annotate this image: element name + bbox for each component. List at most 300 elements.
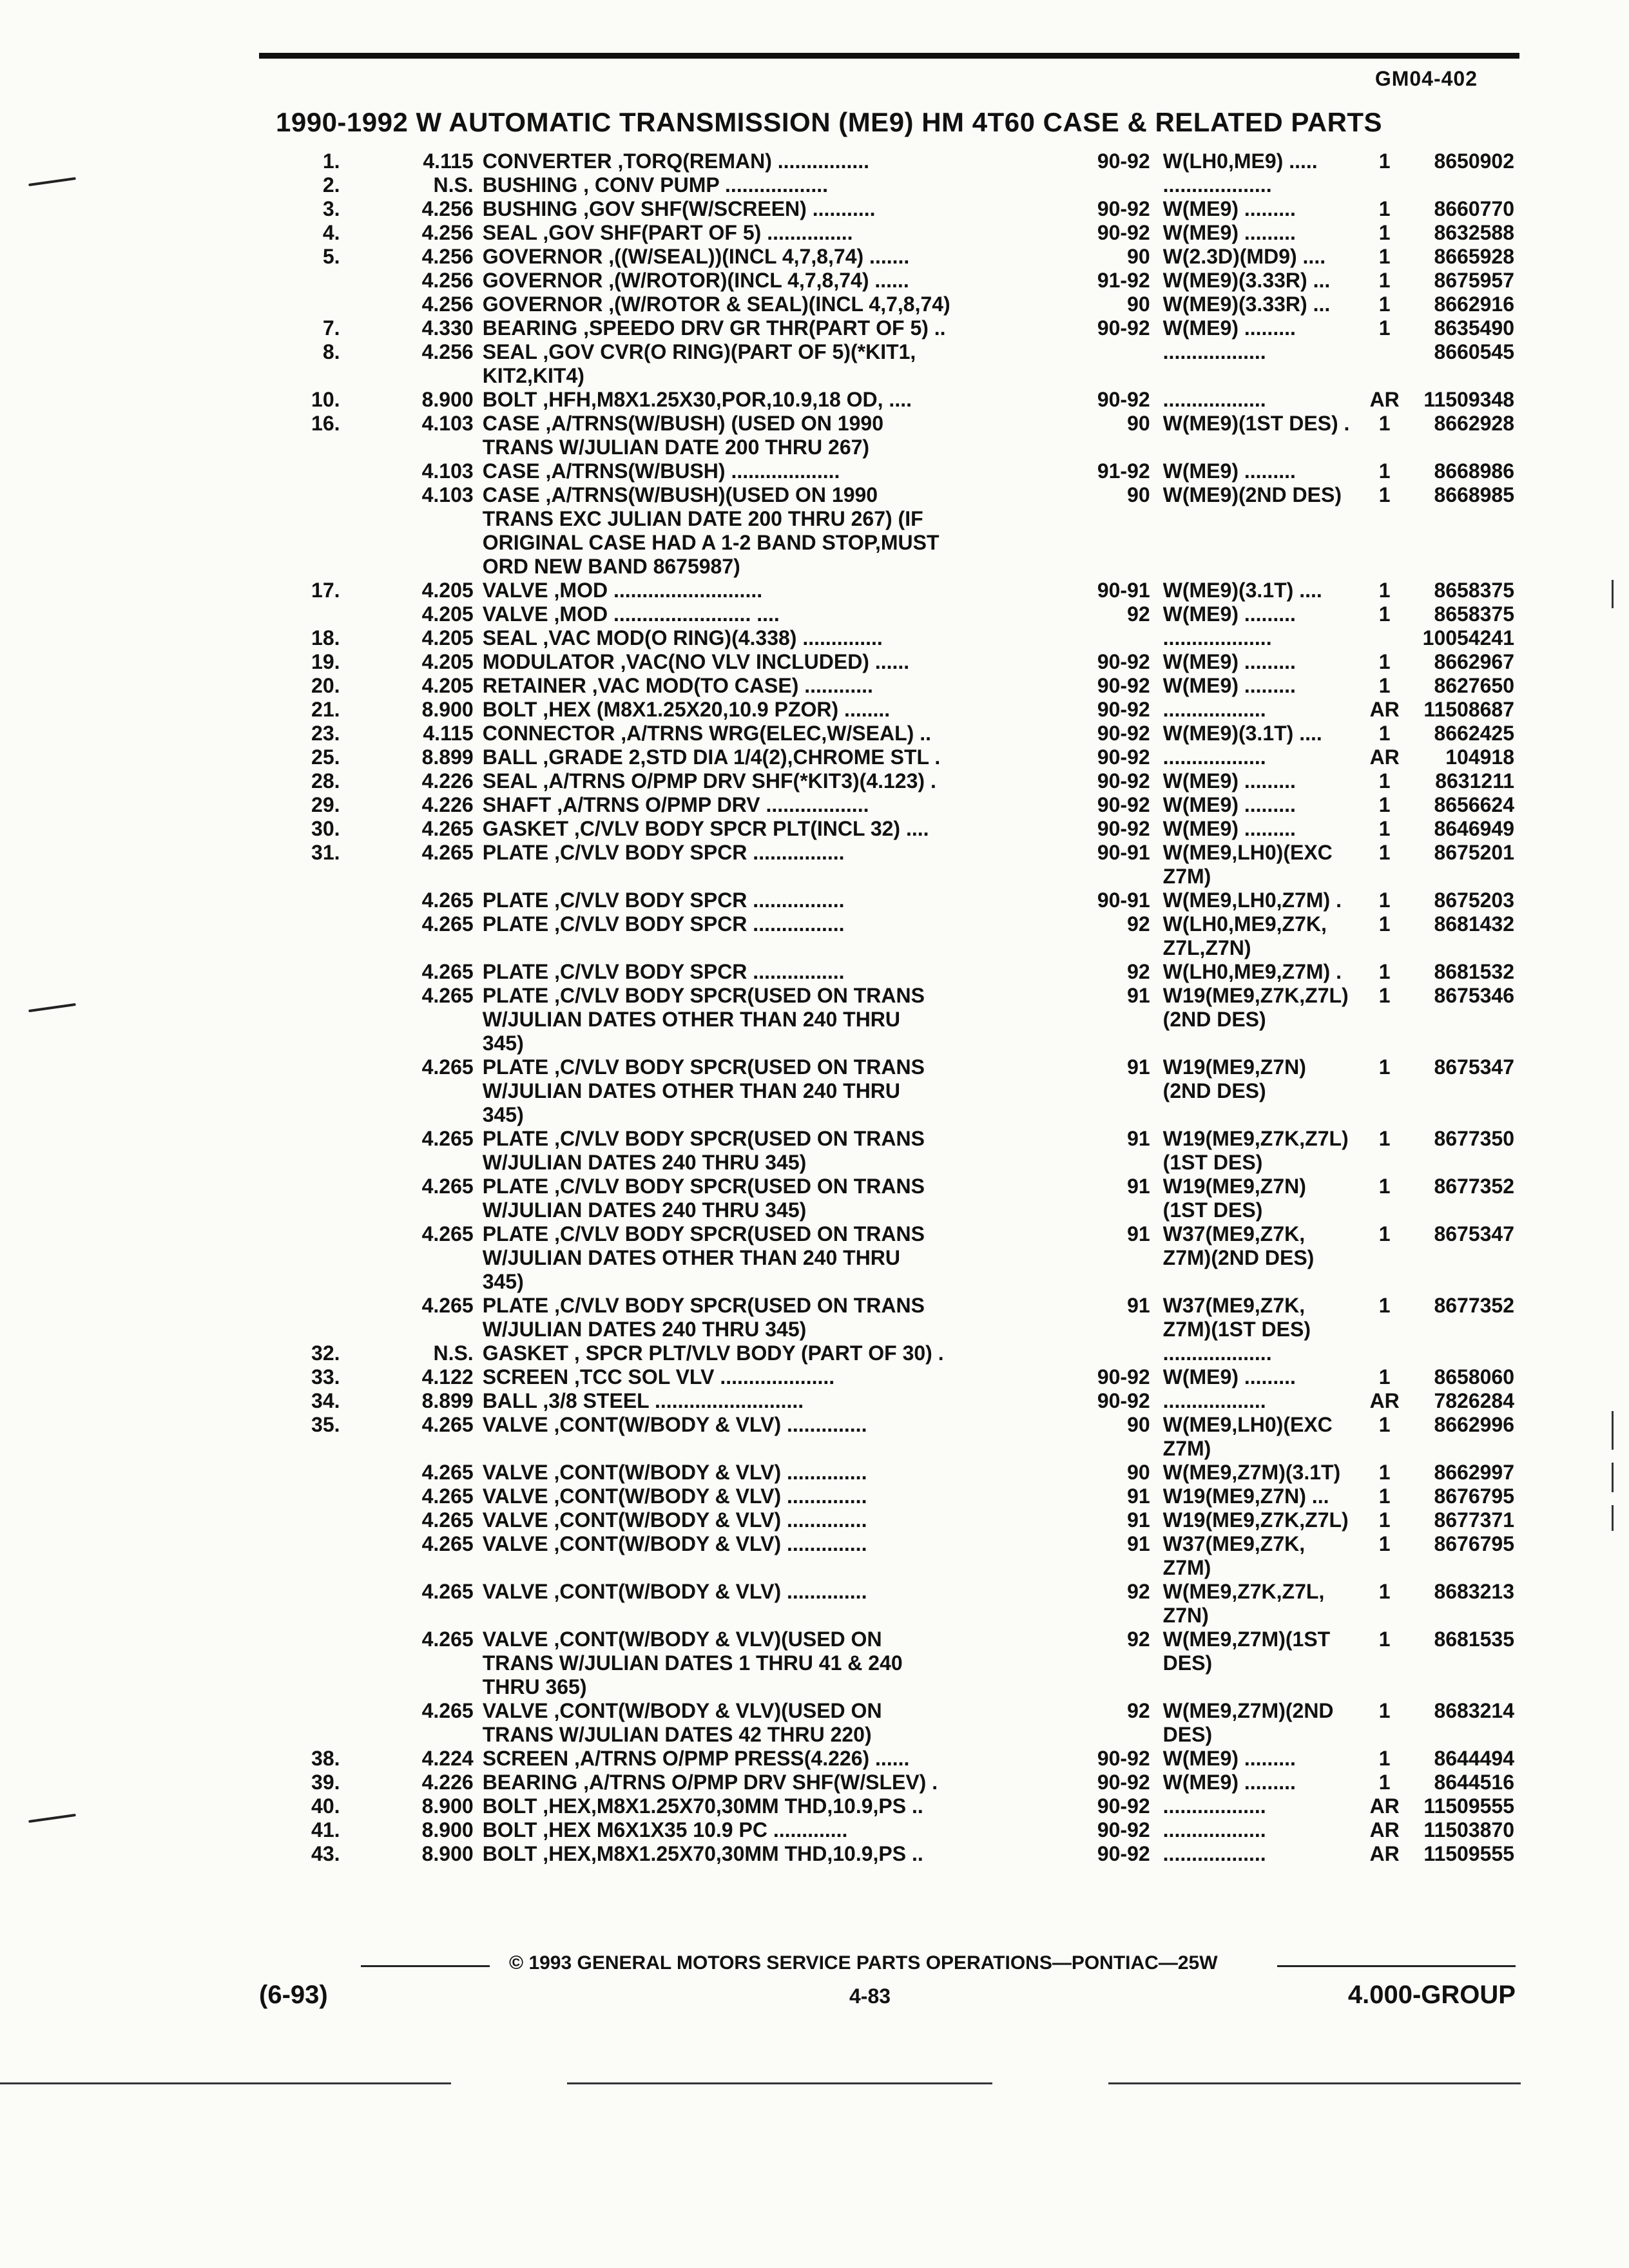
year-range: 90 <box>1127 483 1150 506</box>
part-description: W/JULIAN DATES OTHER THAN 240 THRU <box>482 1008 901 1031</box>
quantity: 1 <box>1378 579 1391 602</box>
part-number: 8635490 <box>1434 316 1515 340</box>
group-number: 8.899 <box>421 1389 474 1412</box>
ref-number: 41. <box>311 1818 340 1841</box>
part-number: 7826284 <box>1434 1389 1515 1412</box>
part-description: TRANS EXC JULIAN DATE 200 THRU 267) (IF <box>482 507 923 530</box>
part-number: 8658375 <box>1434 602 1515 626</box>
ref-number <box>271 1437 340 1461</box>
part-number: 8677350 <box>1434 1127 1515 1150</box>
quantity <box>1368 364 1401 388</box>
quantity: 1 <box>1378 269 1391 292</box>
part-number <box>1401 1151 1514 1175</box>
year-range <box>1024 436 1162 459</box>
part-row <box>271 388 1514 412</box>
ref-number <box>271 1628 340 1651</box>
part-description: ORD NEW BAND 8675987) <box>482 555 740 578</box>
quantity: 1 <box>1378 1699 1391 1722</box>
model-usage: W19(ME9,Z7K,Z7L) <box>1162 984 1349 1007</box>
year-range <box>1024 1437 1162 1461</box>
model-usage: W19(ME9,Z7N) <box>1162 1175 1306 1198</box>
model-usage: W(ME9) ......... <box>1162 221 1296 244</box>
year-range <box>1024 173 1162 197</box>
model-usage: W37(ME9,Z7K, <box>1162 1532 1306 1555</box>
model-usage: W(ME9)(3.1T) .... <box>1162 722 1322 745</box>
group-number: 4.265 <box>421 1055 474 1079</box>
model-usage <box>1163 1032 1369 1055</box>
group-number: 4.265 <box>421 1580 474 1603</box>
bottom-rule <box>1108 2082 1521 2084</box>
model-usage: Z7M)(2ND DES) <box>1162 1246 1315 1269</box>
part-number: 8681432 <box>1434 912 1515 936</box>
group-number: 8.900 <box>421 1818 474 1841</box>
year-range <box>1024 555 1162 579</box>
part-description: SHAFT ,A/TRNS O/PMP DRV .................. <box>482 793 869 816</box>
part-row <box>271 245 1514 269</box>
ref-number <box>271 1461 340 1485</box>
part-row <box>271 459 1514 483</box>
quantity: 1 <box>1378 841 1391 864</box>
model-usage: .................. <box>1162 388 1266 411</box>
year-range <box>1024 1198 1162 1222</box>
year-range <box>1024 1103 1162 1127</box>
quantity: AR <box>1369 745 1400 769</box>
year-range: 92 <box>1127 960 1150 983</box>
group-number <box>340 1032 483 1055</box>
footer-rule <box>1277 1965 1516 1967</box>
year-range: 90-92 <box>1097 1842 1150 1865</box>
part-number: 8662928 <box>1434 412 1515 435</box>
ref-number: 39. <box>311 1771 340 1794</box>
quantity <box>1368 1437 1401 1461</box>
part-row <box>271 1008 1514 1032</box>
model-usage: W(ME9,Z7M)(3.1T) <box>1162 1461 1341 1484</box>
ref-number <box>271 483 340 507</box>
ref-number <box>271 1151 340 1175</box>
part-number: 8681535 <box>1434 1628 1515 1651</box>
part-description: SEAL ,VAC MOD(O RING)(4.338) .............. <box>482 626 883 649</box>
group-number: 4.265 <box>421 1294 474 1317</box>
group-number: 4.265 <box>421 1532 474 1555</box>
year-range: 90-92 <box>1097 769 1150 793</box>
year-range: 90-92 <box>1097 722 1150 745</box>
part-row <box>271 149 1514 173</box>
part-number: 8644516 <box>1434 1771 1515 1794</box>
part-row <box>271 1818 1514 1842</box>
group-number: 4.265 <box>421 1461 474 1484</box>
part-row <box>271 1651 1514 1675</box>
part-row <box>271 674 1514 698</box>
quantity <box>1368 1103 1401 1127</box>
group-number: 4.256 <box>421 245 474 268</box>
part-row <box>271 1103 1514 1127</box>
model-usage: W(ME9)(3.33R) ... <box>1162 293 1331 316</box>
year-range: 91 <box>1127 1175 1150 1198</box>
part-row <box>271 1032 1514 1055</box>
quantity: 1 <box>1378 1580 1391 1603</box>
part-row <box>271 579 1514 602</box>
group-number <box>340 1270 483 1294</box>
ref-number <box>271 1222 340 1246</box>
model-usage: .................. <box>1162 698 1266 721</box>
part-number: 8683213 <box>1434 1580 1515 1603</box>
group-number: 4.265 <box>421 889 474 912</box>
ref-number <box>271 1294 340 1318</box>
group-number <box>340 507 483 531</box>
part-number: 8658375 <box>1434 579 1515 602</box>
part-row <box>271 1365 1514 1389</box>
part-description: PLATE ,C/VLV BODY SPCR ................ <box>482 841 845 864</box>
ref-number <box>271 1318 340 1341</box>
part-number: 11509348 <box>1423 388 1515 411</box>
group-number: 4.265 <box>421 1628 474 1651</box>
part-row <box>271 1604 1514 1628</box>
year-range: 91-92 <box>1097 269 1150 292</box>
part-description: 345) <box>482 1270 524 1293</box>
group-number: 8.899 <box>421 745 474 769</box>
part-number <box>1401 1651 1514 1675</box>
part-row <box>271 602 1514 626</box>
part-description: PLATE ,C/VLV BODY SPCR ................ <box>482 889 845 912</box>
quantity: 1 <box>1378 817 1391 840</box>
ref-number: 7. <box>322 316 340 340</box>
quantity <box>1368 1032 1401 1055</box>
year-range: 91-92 <box>1097 459 1150 483</box>
part-description: SCREEN ,A/TRNS O/PMP PRESS(4.226) ...... <box>482 1747 910 1770</box>
year-range: 92 <box>1127 602 1150 626</box>
model-usage: W(ME9) ......... <box>1162 793 1296 816</box>
part-number: 104918 <box>1445 745 1515 769</box>
quantity <box>1368 1270 1401 1294</box>
page-number: 4-83 <box>849 1984 891 2008</box>
part-description: W/JULIAN DATES 240 THRU 345) <box>482 1318 807 1341</box>
ref-number: 35. <box>311 1413 340 1436</box>
group-number: 4.265 <box>421 841 474 864</box>
part-number: 8677352 <box>1434 1175 1515 1198</box>
part-row <box>271 1532 1514 1556</box>
part-description: PLATE ,C/VLV BODY SPCR(USED ON TRANS <box>482 1294 925 1317</box>
ref-number: 16. <box>311 412 340 435</box>
quantity: 1 <box>1378 984 1391 1007</box>
ref-number <box>271 912 340 936</box>
model-usage: W(ME9) ......... <box>1162 650 1296 673</box>
ref-number <box>271 507 340 531</box>
part-row <box>271 817 1514 841</box>
part-number <box>1401 1103 1514 1127</box>
model-usage: ................... <box>1162 1341 1272 1365</box>
year-range <box>1024 1318 1162 1341</box>
model-usage: .................. <box>1162 340 1266 363</box>
part-number <box>1401 364 1514 388</box>
part-description <box>483 1604 1025 1628</box>
quantity: 1 <box>1378 197 1391 220</box>
model-usage: W(LH0,ME9,Z7M) . <box>1162 960 1342 983</box>
ref-number: 43. <box>311 1842 340 1865</box>
part-row <box>271 984 1514 1008</box>
part-row <box>271 1723 1514 1747</box>
part-description: GOVERNOR ,((W/SEAL))(INCL 4,7,8,74) ....... <box>482 245 910 268</box>
group-number <box>340 1079 483 1103</box>
year-range <box>1024 1651 1162 1675</box>
part-row <box>271 1794 1514 1818</box>
model-usage: (1ST DES) <box>1162 1151 1263 1174</box>
part-number <box>1401 436 1514 459</box>
part-row <box>271 197 1514 221</box>
year-range: 90 <box>1127 293 1150 316</box>
year-range: 90-92 <box>1097 698 1150 721</box>
model-usage: W(ME9,LH0)(EXC <box>1162 841 1333 864</box>
year-range <box>1024 865 1162 889</box>
part-row <box>271 1842 1514 1866</box>
part-number: 8660545 <box>1434 340 1515 363</box>
quantity: 1 <box>1378 1055 1391 1079</box>
part-row <box>271 626 1514 650</box>
quantity <box>1368 1556 1401 1580</box>
margin-mark <box>28 1003 76 1012</box>
model-usage: W(ME9)(2ND DES) <box>1162 483 1342 506</box>
group-number <box>340 436 483 459</box>
quantity: 1 <box>1378 912 1391 936</box>
part-number: 8662916 <box>1434 293 1515 316</box>
quantity: 1 <box>1378 769 1391 793</box>
part-row <box>271 769 1514 793</box>
quantity <box>1368 436 1401 459</box>
ref-number <box>271 555 340 579</box>
ref-number: 33. <box>311 1365 340 1389</box>
quantity: 1 <box>1378 1628 1391 1651</box>
year-range <box>1024 507 1162 531</box>
group-number <box>340 936 483 960</box>
model-usage: W(ME9) ......... <box>1162 316 1296 340</box>
part-description: GOVERNOR ,(W/ROTOR & SEAL)(INCL 4,7,8,74) <box>482 293 950 316</box>
group-number: 4.226 <box>421 1771 474 1794</box>
part-row <box>271 936 1514 960</box>
ref-number <box>271 602 340 626</box>
year-range: 92 <box>1127 1580 1150 1603</box>
quantity <box>1368 1651 1401 1675</box>
year-range <box>1024 531 1162 555</box>
model-usage: Z7M)(1ST DES) <box>1162 1318 1311 1341</box>
part-number: 8668985 <box>1434 483 1515 506</box>
quantity: 1 <box>1378 245 1391 268</box>
quantity <box>1368 507 1401 531</box>
ref-number: 25. <box>311 745 340 769</box>
part-number: 8676795 <box>1434 1532 1515 1555</box>
ref-number <box>271 1556 340 1580</box>
year-range <box>1024 1270 1162 1294</box>
model-usage: W(ME9)(1ST DES) . <box>1162 412 1350 435</box>
quantity: AR <box>1369 1389 1400 1412</box>
ref-number <box>271 1103 340 1127</box>
model-usage: W19(ME9,Z7K,Z7L) <box>1162 1127 1349 1150</box>
quantity <box>1368 555 1401 579</box>
part-number: 8646949 <box>1434 817 1515 840</box>
group-number: 4.205 <box>421 626 474 649</box>
group-number: 4.265 <box>421 817 474 840</box>
ref-number: 21. <box>311 698 340 721</box>
part-row <box>271 793 1514 817</box>
part-number <box>1401 936 1514 960</box>
part-number: 8662425 <box>1434 722 1515 745</box>
model-usage: W(ME9) ......... <box>1162 1747 1296 1770</box>
part-description: CONNECTOR ,A/TRNS WRG(ELEC,W/SEAL) .. <box>482 722 931 745</box>
part-number: 8675347 <box>1434 1222 1515 1245</box>
year-range: 91 <box>1127 1485 1150 1508</box>
year-range: 90-92 <box>1097 1818 1150 1841</box>
model-usage: W37(ME9,Z7K, <box>1162 1294 1306 1317</box>
part-number <box>1401 1318 1514 1341</box>
part-number: 11503870 <box>1423 1818 1515 1841</box>
part-description: GASKET , SPCR PLT/VLV BODY (PART OF 30) . <box>482 1341 944 1365</box>
model-usage: Z7M) <box>1162 865 1211 888</box>
part-number: 8658060 <box>1434 1365 1515 1389</box>
year-range: 90-92 <box>1097 1365 1150 1389</box>
part-description: CASE ,A/TRNS(W/BUSH) ................... <box>482 459 840 483</box>
year-range: 90-92 <box>1097 674 1150 697</box>
parts-list <box>271 149 1514 1866</box>
group-number: 4.103 <box>421 483 474 506</box>
quantity <box>1368 1198 1401 1222</box>
ref-number <box>271 1532 340 1556</box>
quantity: 1 <box>1378 602 1391 626</box>
ref-number: 18. <box>311 626 340 649</box>
year-range: 90-92 <box>1097 1771 1150 1794</box>
quantity <box>1368 1151 1401 1175</box>
model-usage: W(LH0,ME9,Z7K, <box>1162 912 1327 936</box>
part-number <box>1401 1675 1514 1699</box>
part-description: PLATE ,C/VLV BODY SPCR ................ <box>482 912 845 936</box>
quantity: 1 <box>1378 1175 1391 1198</box>
model-usage: W(ME9) ......... <box>1162 674 1296 697</box>
part-row <box>271 698 1514 722</box>
model-usage: W(ME9)(3.1T) .... <box>1162 579 1322 602</box>
ref-number <box>271 984 340 1008</box>
group-number: 4.256 <box>421 269 474 292</box>
part-description: GOVERNOR ,(W/ROTOR)(INCL 4,7,8,74) ...... <box>482 269 909 292</box>
part-number <box>1401 865 1514 889</box>
part-row <box>271 1127 1514 1151</box>
year-range: 90-91 <box>1097 841 1150 864</box>
part-number: 8644494 <box>1434 1747 1515 1770</box>
model-usage: Z7M) <box>1162 1556 1211 1579</box>
part-row <box>271 1675 1514 1699</box>
part-row <box>271 483 1514 507</box>
part-row <box>271 1055 1514 1079</box>
part-description: PLATE ,C/VLV BODY SPCR(USED ON TRANS <box>482 984 925 1007</box>
group-number: 4.224 <box>421 1747 474 1770</box>
year-range <box>1024 364 1162 388</box>
ref-number <box>271 1079 340 1103</box>
part-number <box>1401 173 1514 197</box>
part-description: W/JULIAN DATES 240 THRU 345) <box>482 1198 807 1222</box>
part-description: PLATE ,C/VLV BODY SPCR ................ <box>482 960 845 983</box>
quantity: 1 <box>1378 1365 1391 1389</box>
part-row <box>271 1556 1514 1580</box>
part-description: SCREEN ,TCC SOL VLV .................... <box>482 1365 835 1389</box>
model-usage: ................... <box>1162 626 1272 649</box>
group-number: 4.265 <box>421 1175 474 1198</box>
part-number <box>1401 1437 1514 1461</box>
quantity: 1 <box>1378 674 1391 697</box>
ref-number: 38. <box>311 1747 340 1770</box>
year-range <box>1024 1008 1162 1032</box>
model-usage: W(ME9) ......... <box>1162 769 1296 793</box>
part-description: BUSHING , CONV PUMP .................. <box>482 173 829 197</box>
quantity <box>1368 1318 1401 1341</box>
model-usage <box>1163 1270 1369 1294</box>
ref-number <box>271 1175 340 1198</box>
year-range: 91 <box>1127 1294 1150 1317</box>
ref-number: 34. <box>311 1389 340 1412</box>
part-description: VALVE ,CONT(W/BODY & VLV) .............. <box>482 1580 867 1603</box>
quantity: 1 <box>1378 1532 1391 1555</box>
part-number: 8668986 <box>1434 459 1515 483</box>
ref-number <box>271 1675 340 1699</box>
quantity: 1 <box>1378 1485 1391 1508</box>
part-number: 8660770 <box>1434 197 1515 220</box>
group-number <box>340 1198 483 1222</box>
group-number: 4.226 <box>421 769 474 793</box>
ref-number <box>271 1651 340 1675</box>
model-usage: W(ME9) ......... <box>1162 602 1296 626</box>
year-range <box>1024 1556 1162 1580</box>
ref-number: 31. <box>311 841 340 864</box>
group-number: 4.265 <box>421 1485 474 1508</box>
quantity <box>1368 340 1401 364</box>
group-number: 4.265 <box>421 1127 474 1150</box>
part-row <box>271 1461 1514 1485</box>
year-range: 90-91 <box>1097 579 1150 602</box>
ref-number <box>271 1270 340 1294</box>
part-description: BOLT ,HFH,M8X1.25X30,POR,10.9,18 OD, .... <box>482 388 912 411</box>
part-row <box>271 1151 1514 1175</box>
part-row <box>271 364 1514 388</box>
ref-number: 19. <box>311 650 340 673</box>
quantity <box>1368 936 1401 960</box>
quantity <box>1368 626 1401 650</box>
group-number: 4.265 <box>421 984 474 1007</box>
part-description: MODULATOR ,VAC(NO VLV INCLUDED) ...... <box>482 650 910 673</box>
part-number: 8675201 <box>1434 841 1515 864</box>
part-description: VALVE ,CONT(W/BODY & VLV) .............. <box>482 1413 867 1436</box>
part-description <box>483 1437 1025 1461</box>
group-number <box>340 1723 483 1747</box>
part-number: 8676795 <box>1434 1485 1515 1508</box>
part-description: VALVE ,CONT(W/BODY & VLV) .............. <box>482 1532 867 1555</box>
ref-number <box>271 293 340 316</box>
year-range: 90 <box>1127 1461 1150 1484</box>
part-row <box>271 865 1514 889</box>
part-number: 8632588 <box>1434 221 1515 244</box>
group-number: 4.122 <box>421 1365 474 1389</box>
year-range: 91 <box>1127 1222 1150 1245</box>
copyright-line: © 1993 GENERAL MOTORS SERVICE PARTS OPERATIONS—PONTIAC—25W <box>509 1952 1218 1974</box>
part-row <box>271 722 1514 745</box>
model-usage: W(LH0,ME9) ..... <box>1162 149 1318 173</box>
part-row <box>271 1389 1514 1413</box>
year-range: 91 <box>1127 1127 1150 1150</box>
model-usage: .................. <box>1162 1794 1266 1818</box>
model-usage: W19(ME9,Z7K,Z7L) <box>1162 1508 1349 1532</box>
part-number: 11509555 <box>1423 1794 1515 1818</box>
year-range <box>1024 1341 1162 1365</box>
group-number: 4.265 <box>421 1508 474 1532</box>
quantity: 1 <box>1378 1771 1391 1794</box>
quantity <box>1368 1246 1401 1270</box>
part-row <box>271 173 1514 197</box>
model-usage: W(ME9,LH0,Z7M) . <box>1162 889 1342 912</box>
part-number: 8665928 <box>1434 245 1515 268</box>
